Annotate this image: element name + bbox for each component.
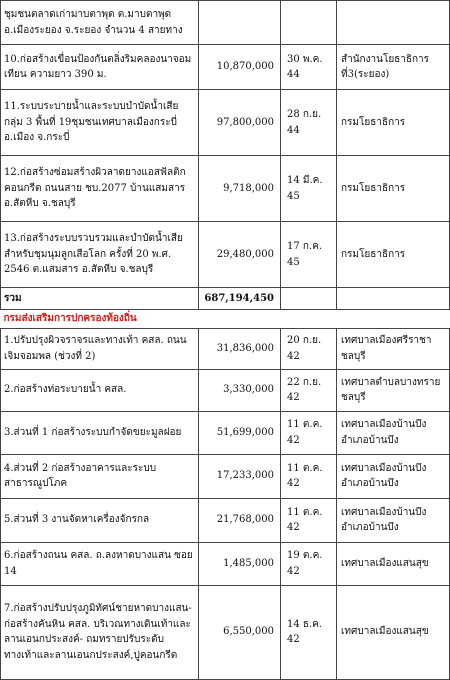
date-cell: 22 ก.ย. 42 [281,369,337,411]
date-cell: 11 ต.ค. 42 [281,411,337,454]
project-cell: 3.ส่วนที่ 1 ก่อสร้างระบบกำจัดขยะมูลฝอย [1,411,199,454]
table-row [1,411,450,454]
section-header-row [1,310,450,329]
empty-cell [337,288,450,310]
agency-cell: กรมโยธาธิการ [337,156,450,222]
table-row [1,45,450,90]
total-label: รวม [1,288,199,310]
project-cell: 4.ส่วนที่ 2 ก่อสร้างอาคารและระบบสาธารณูปโภค [1,454,199,498]
total-row [1,288,450,310]
empty-cell [281,288,337,310]
amount-cell: 9,718,000 [199,156,281,222]
project-cell: 13.ก่อสร้างระบบรวบรวมและบำบัดน้ำเสียสำหรับชุมนุมลูกเสือโลก ครั้งที่ 20 พ.ศ. 2546 ต.แสมสาร อ.สัตหีบ จ.ชลบุรี [1,222,199,288]
date-cell: 30 พ.ค. 44 [281,45,337,90]
project-cell: 10.ก่อสร้างเขื่อนป้องกันตลิ่งริมคลองนาจอมเทียน ความยาว 390 ม. [1,45,199,90]
amount-cell: 31,836,000 [199,328,281,369]
agency-cell: เทศบาลเมืองบ้านบึง อำเภอบ้านบึง [337,411,450,454]
date-cell: 19 ต.ค. 42 [281,542,337,585]
project-cell: 5.ส่วนที่ 3 งานจัดหาเครื่องจักรกล [1,498,199,542]
amount-cell: 21,768,000 [199,498,281,542]
agency-cell [337,1,450,45]
date-cell: 11 ต.ค. 42 [281,498,337,542]
project-cell: 1.ปรับปรุงผิวจราจรและทางเท้า คสล. ถนนเจิมจอมพล (ช่วงที่ 2) [1,328,199,369]
date-cell: 20 ก.ย. 42 [281,328,337,369]
project-cell: 12.ก่อสร้างซ่อมสร้างผิวลาดยางแอสฟัลติกคอนกรีต ถนนสาย ชบ.2077 บ้านแสมสาร อ.สัตหีบ จ.ชลบุรี [1,156,199,222]
date-cell: 14 ธ.ค. 42 [281,585,337,679]
agency-cell: เทศบาลเมืองบ้านบึง อำเภอบ้านบึง [337,498,450,542]
table-row [1,90,450,156]
agency-cell: เทศบาลเมืองศรีราชา ชลบุรี [337,328,450,369]
amount-cell: 17,233,000 [199,454,281,498]
agency-cell: สำนักงานโยธาธิการที่3(ระยอง) [337,45,450,90]
amount-cell: 6,550,000 [199,585,281,679]
amount-cell: 10,870,000 [199,45,281,90]
table-row [1,1,450,45]
date-cell: 28 ก.ย. 44 [281,90,337,156]
table-row [1,585,450,679]
section-title: กรมส่งเสริมการปกครองท้องถิ่น [1,310,450,329]
project-cell: 11.ระบบระบายน้ำและระบบบำบัดน้ำเสีย กลุ่ม 3 พื้นที่ 19ชุมชนเทศบาลเมืองกระบี่ อ.เมือง จ.กระบี่ [1,90,199,156]
table-row [1,222,450,288]
total-amount: 687,194,450 [199,288,281,310]
project-cell: 2.ก่อสร้างท่อระบายน้ำ คสล. [1,369,199,411]
amount-cell [199,1,281,45]
date-cell: 17 ก.ค. 45 [281,222,337,288]
amount-cell: 1,485,000 [199,542,281,585]
table-row [1,328,450,369]
table-row [1,542,450,585]
agency-cell: เทศบาลตำบลบางทราย ชลบุรี [337,369,450,411]
agency-cell: กรมโยธาธิการ [337,90,450,156]
agency-cell: เทศบาลเมืองบ้านบึง อำเภอบ้านบึง [337,454,450,498]
table-row [1,498,450,542]
table-row [1,369,450,411]
agency-cell: กรมโยธาธิการ [337,222,450,288]
project-cell: ชุมชนตลาดเก่ามาบตาพุด ต.มาบตาพุด อ.เมืองระยอง จ.ระยอง จำนวน 4 สายทาง [1,1,199,45]
project-cell: 6.ก่อสร้างถนน คสล. ถ.ลงหาดบางแสน ซอย 14 [1,542,199,585]
date-cell [281,1,337,45]
agency-cell: เทศบาลเมืองแสนสุข [337,542,450,585]
agency-cell: เทศบาลเมืองแสนสุข [337,585,450,679]
date-cell: 11 ต.ค. 42 [281,454,337,498]
amount-cell: 3,330,000 [199,369,281,411]
amount-cell: 29,480,000 [199,222,281,288]
amount-cell: 97,800,000 [199,90,281,156]
amount-cell: 51,699,000 [199,411,281,454]
table-row [1,156,450,222]
table-row [1,454,450,498]
project-cell: 7.ก่อสร้างปรับปรุงภูมิทัศน์ชายหาดบางแสน- ก่อสร้างคันหิน คสล. บริเวณทางเดินเท้าและลานเอนกประสงค์- ถมทรายปรับระดับทางเท้าและลานเอนกประสงค์,ปูคอนกรีต [1,585,199,679]
date-cell: 14 มี.ค. 45 [281,156,337,222]
